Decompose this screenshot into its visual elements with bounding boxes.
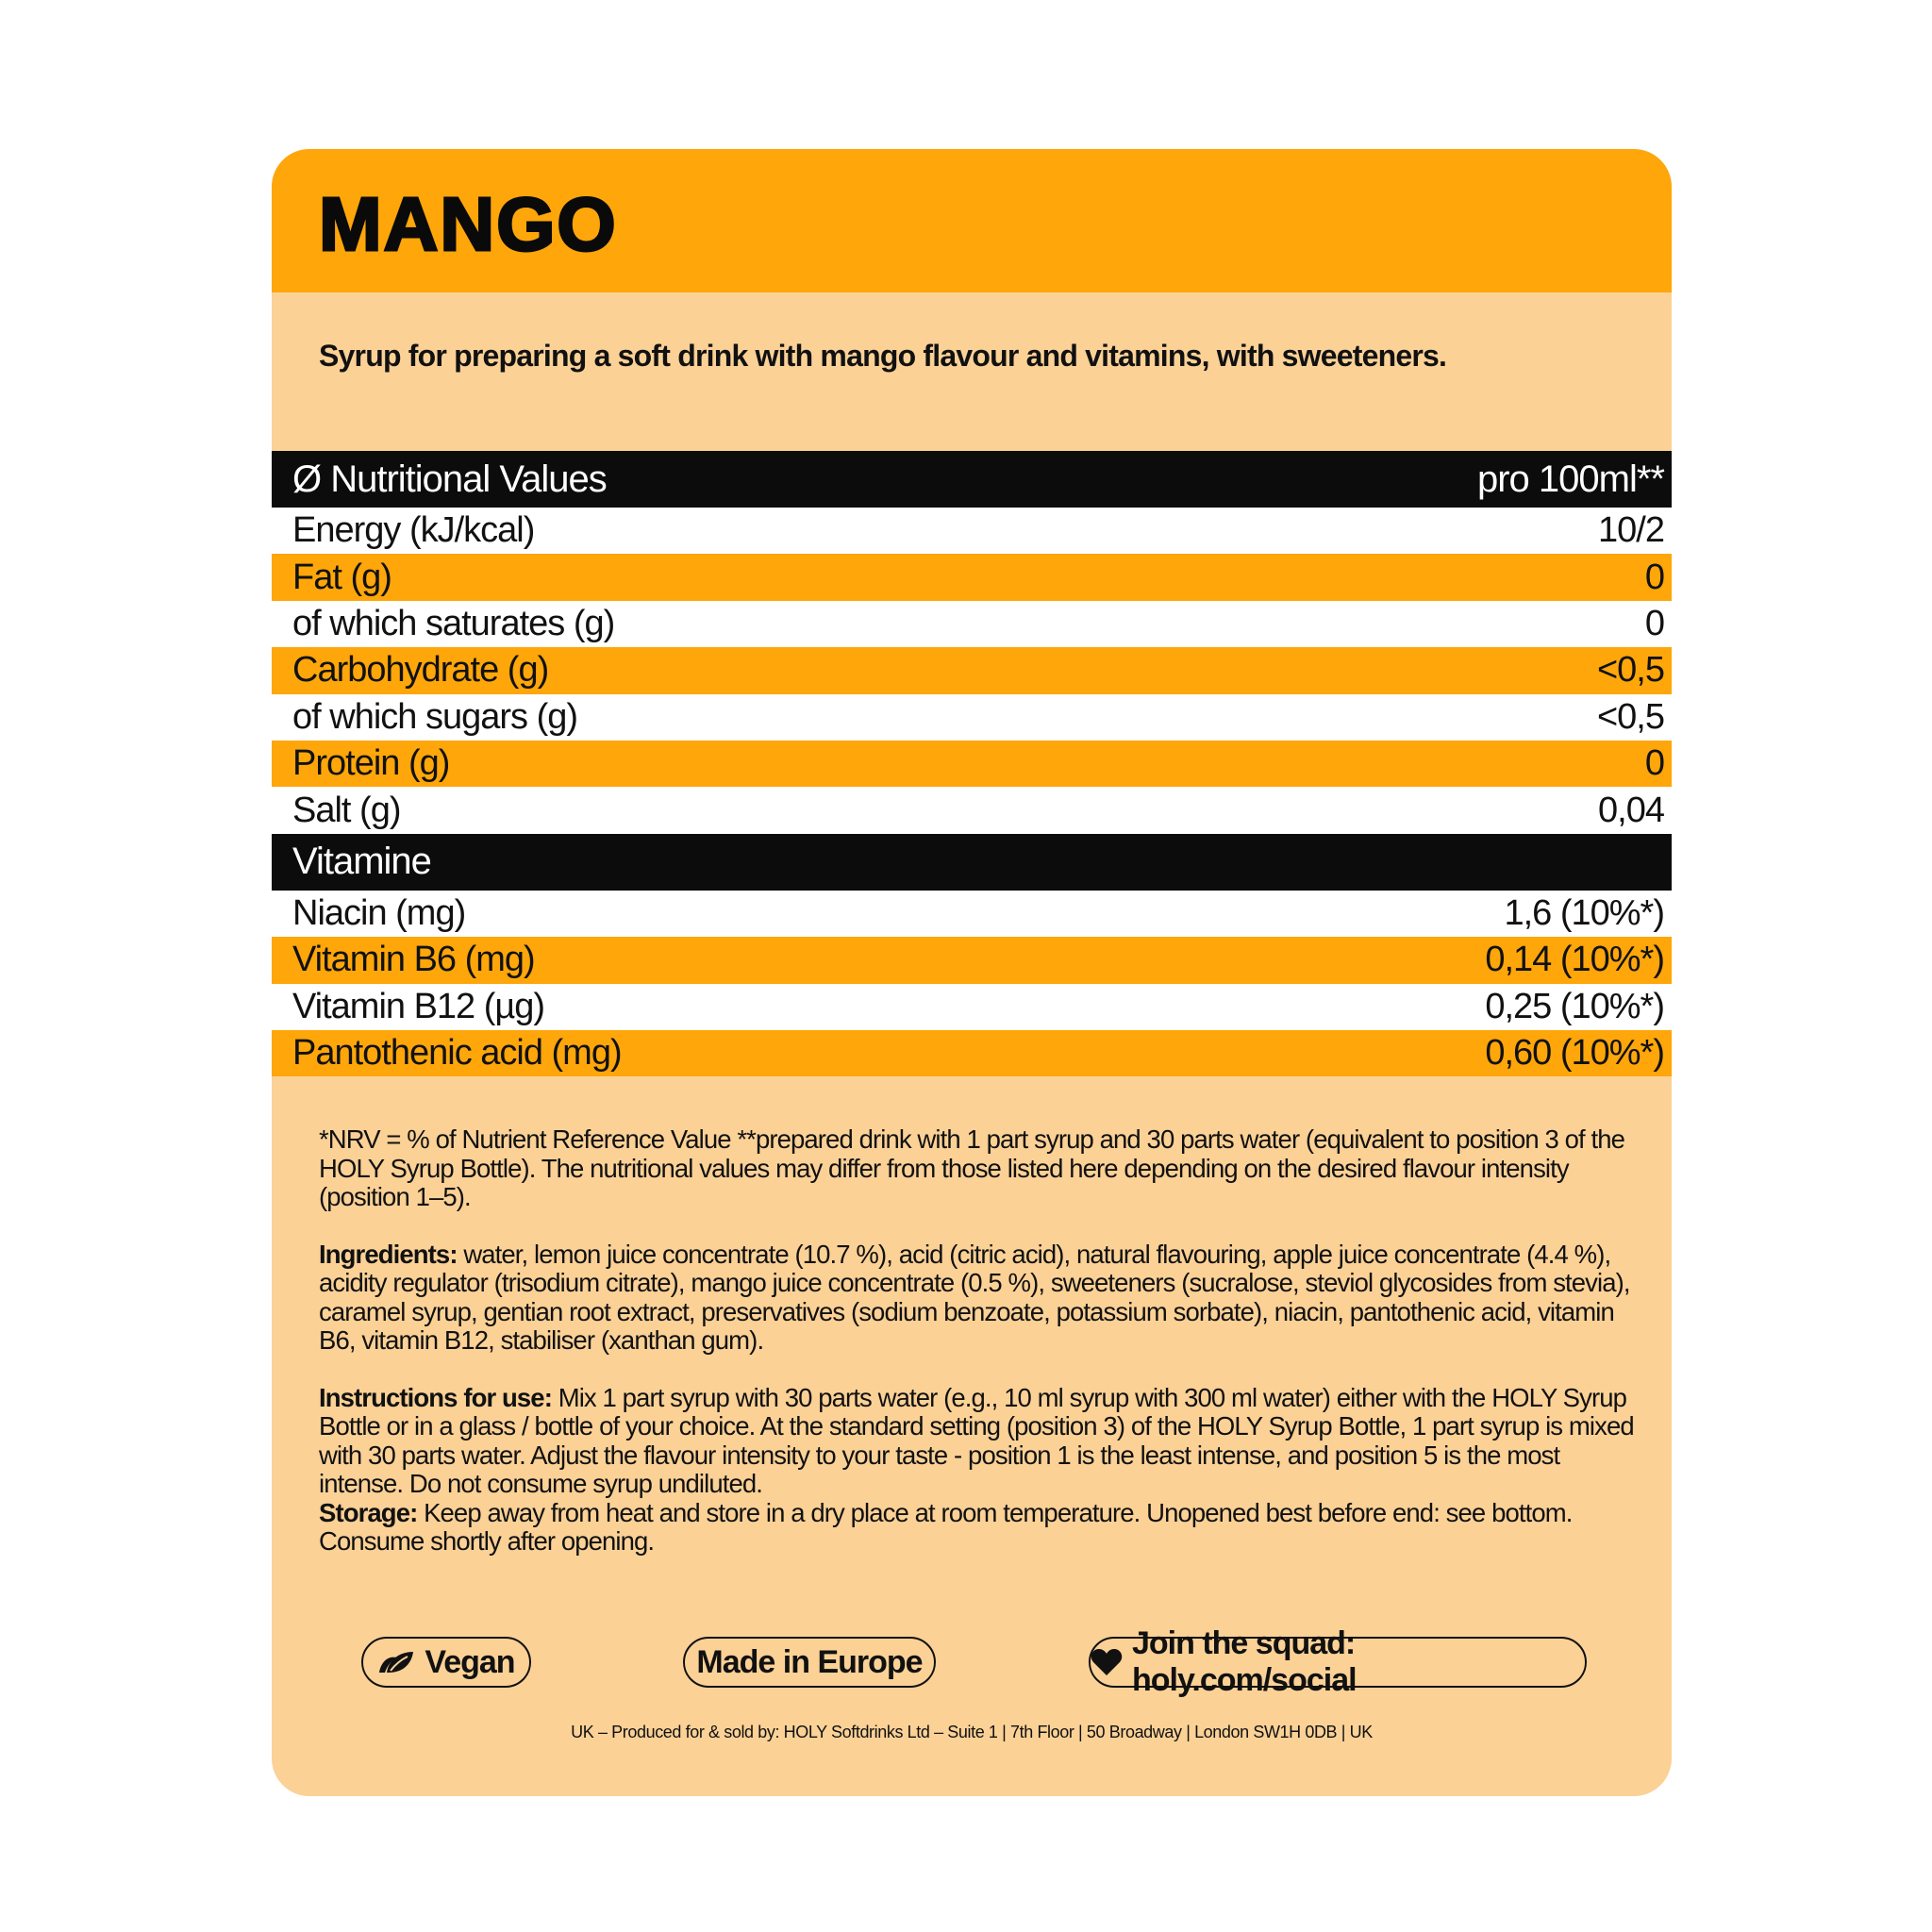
nutrition-table (272, 451, 1672, 1076)
made-in-europe-label: Made in Europe (696, 1643, 923, 1680)
instructions-label: Instructions for use: (319, 1382, 552, 1412)
nutrition-row-fat (272, 554, 1672, 600)
vitamin-value: 0,14 (10%*) (1485, 940, 1664, 980)
leaf-icon (377, 1648, 415, 1676)
vitamin-row-niacin (272, 891, 1672, 937)
vitamin-label: Niacin (mg) (292, 892, 466, 933)
nutrition-header-row (272, 451, 1672, 508)
ingredients-label: Ingredients: (319, 1239, 458, 1269)
nutrition-label: Energy (kJ/kcal) (292, 510, 535, 551)
product-description: Syrup for preparing a soft drink with mango flavour and vitamins, with sweeteners. (319, 339, 1447, 373)
nutrition-label: of which sugars (g) (292, 696, 578, 737)
vitamin-label: Pantothenic acid (mg) (292, 1033, 622, 1074)
nutrition-value: 10/2 (1598, 510, 1664, 551)
nutrition-label: Protein (g) (292, 743, 450, 784)
vitamins-header-row (272, 834, 1672, 891)
storage-paragraph (319, 1499, 1640, 1557)
nutrition-label: Fat (g) (292, 557, 391, 597)
vitamin-row-b12 (272, 984, 1672, 1030)
nutrition-value: 0 (1644, 603, 1664, 643)
nutrition-value: 0,04 (1598, 790, 1664, 830)
nutrition-value: <0,5 (1596, 696, 1664, 737)
nutrition-row-saturates (272, 601, 1672, 647)
nutrition-label: Salt (g) (292, 790, 401, 830)
product-label-card (272, 149, 1672, 1796)
vitamin-value: 1,6 (10%*) (1504, 892, 1664, 933)
vitamin-value: 0,25 (10%*) (1485, 986, 1664, 1026)
ingredients-text: water, lemon juice concentrate (10.7 %), acid (citric acid), natural flavouring, apple juice concentrate (4.4 %), acidity regulator (trisodium citrate), mango juice concentrate (0.5 %), sweeteners (sucralose, steviol glycosides from stevia), caramel syrup, gentian root extract, preservatives (sodium benzoate, potassium sorbate), niacin, pantothenic acid, vitamin B6, vitamin B12, stabiliser (xanthan gum). (319, 1239, 1630, 1355)
nutrition-value: 0 (1644, 557, 1664, 597)
vegan-badge (361, 1637, 531, 1688)
heart-icon (1091, 1648, 1123, 1676)
join-squad-badge[interactable] (1089, 1625, 1587, 1698)
nrv-note: *NRV = % of Nutrient Reference Value **prepared drink with 1 part syrup and 30 parts water (equivalent to position 3 of the HOLY Syrup Bottle). The nutritional values may differ from those listed here depending on the desired flavour intensity (position 1–5). (319, 1124, 1625, 1211)
vitamin-row-pantothenic (272, 1030, 1672, 1076)
vitamin-label: Vitamin B6 (mg) (292, 940, 535, 980)
title-banner (272, 149, 1672, 292)
instructions-paragraph (319, 1384, 1640, 1499)
nutrition-row-sugars (272, 694, 1672, 741)
nutrition-value: 0 (1644, 743, 1664, 784)
vegan-label: Vegan (425, 1643, 515, 1680)
nutrition-row-carbohydrate (272, 647, 1672, 693)
vitamins-header-label: Vitamine (292, 841, 431, 883)
storage-label: Storage: (319, 1497, 418, 1527)
label-notes (319, 1125, 1640, 1557)
storage-text: Keep away from heat and store in a dry place at room temperature. Unopened best before end: see bottom. Consume shortly after opening. (319, 1497, 1573, 1556)
producer-footer: UK – Produced for & sold by: HOLY Softdrinks Ltd – Suite 1 | 7th Floor | 50 Broadway | London SW1H 0DB | UK (571, 1723, 1373, 1741)
nutrition-row-energy (272, 508, 1672, 554)
vitamin-row-b6 (272, 937, 1672, 983)
nutrition-header-label: Ø Nutritional Values (292, 458, 607, 500)
ingredients-paragraph (319, 1241, 1640, 1356)
nutrition-row-salt (272, 787, 1672, 833)
vitamin-value: 0,60 (10%*) (1485, 1033, 1664, 1074)
vitamin-label: Vitamin B12 (µg) (292, 986, 545, 1026)
nutrition-value: <0,5 (1596, 650, 1664, 691)
made-in-europe-badge (683, 1637, 936, 1688)
nutrition-row-protein (272, 741, 1672, 787)
product-title: MANGO (319, 182, 618, 266)
instructions-text: Mix 1 part syrup with 30 parts water (e.g., 10 ml syrup with 300 ml water) either with the HOLY Syrup Bottle or in a glass / bottle of your choice. At the standard setting (position 3) of the HOLY Syrup Bottle, 1 part syrup is mixed with 30 parts water. Adjust the flavour intensity to your taste - position 1 is the least intense, and position 5 is the most intense. Do not consume syrup undiluted. (319, 1382, 1634, 1498)
nutrition-label: of which saturates (g) (292, 603, 615, 643)
join-squad-label: Join the squad: holy.com/social (1132, 1625, 1357, 1698)
nutrition-header-value: pro 100ml** (1476, 458, 1664, 500)
nutrition-label: Carbohydrate (g) (292, 650, 549, 691)
